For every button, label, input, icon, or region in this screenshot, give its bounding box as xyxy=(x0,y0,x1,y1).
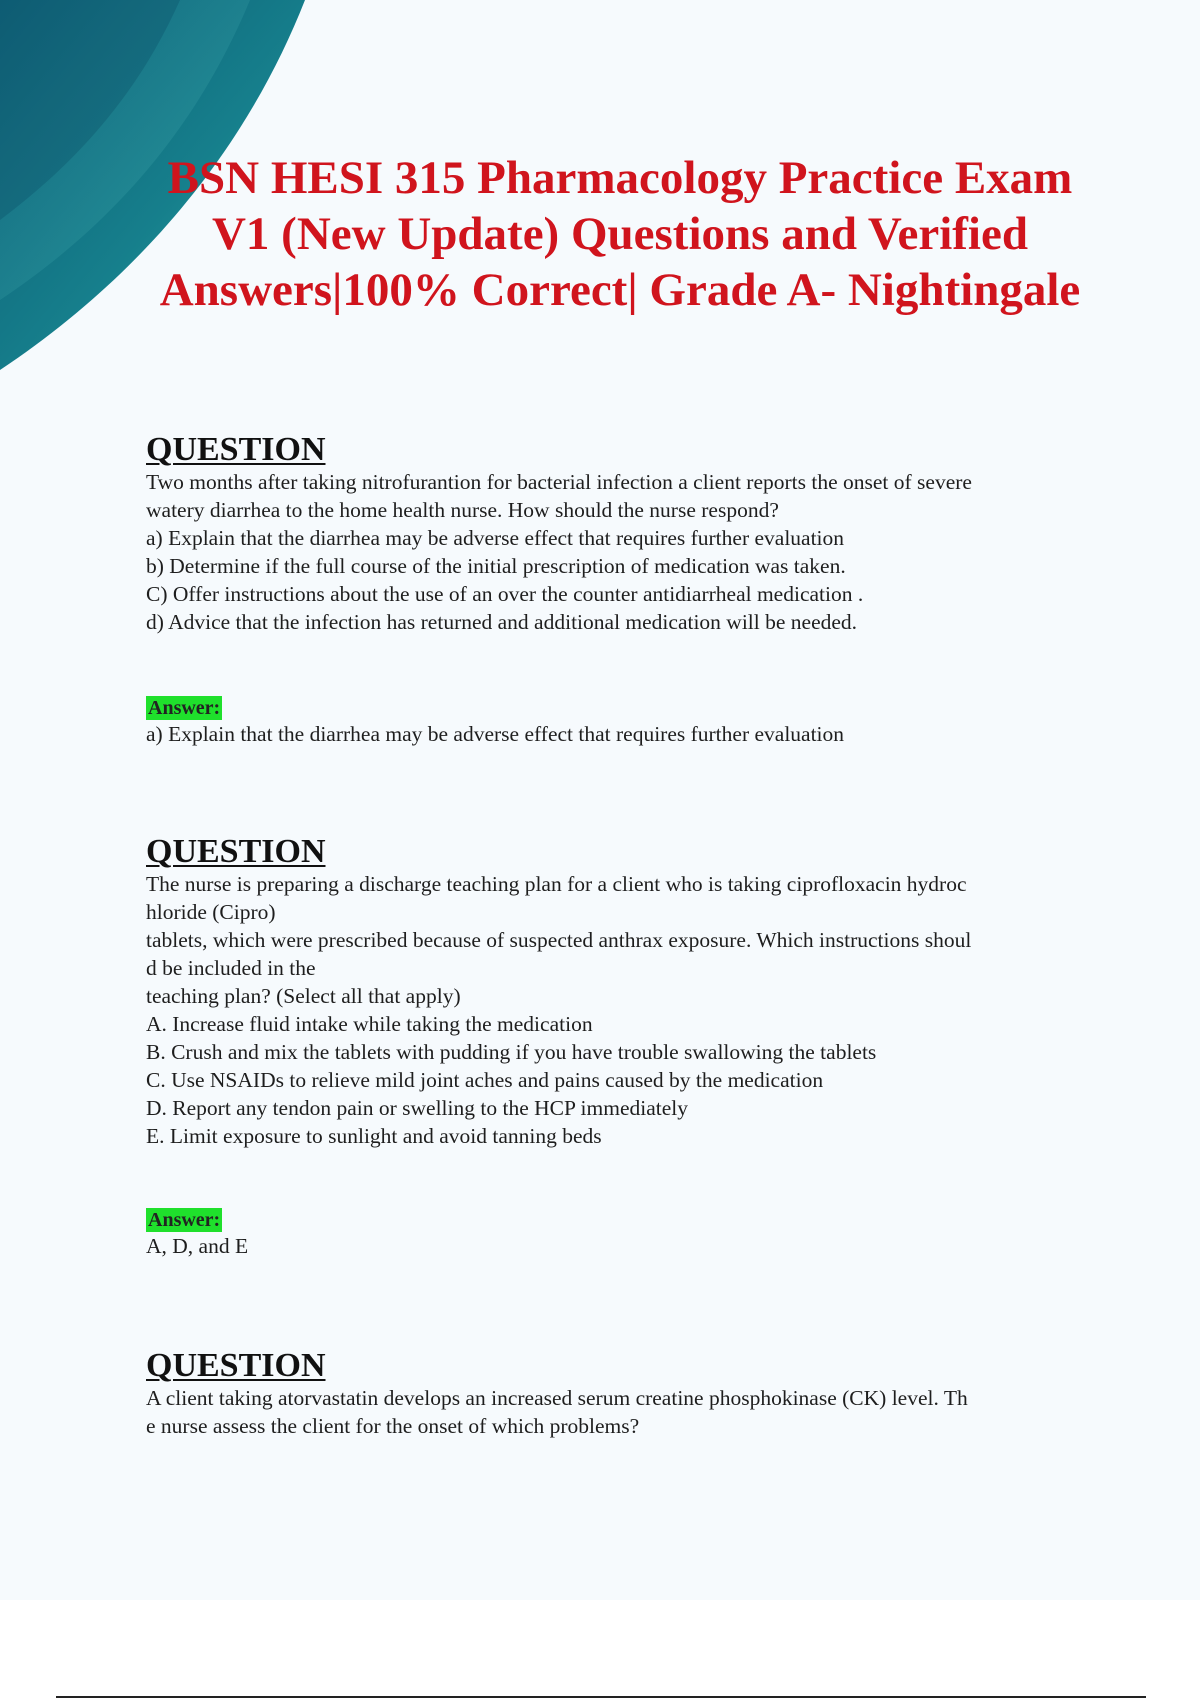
answer-2 xyxy=(146,1208,1086,1260)
question-heading: QUESTION xyxy=(146,1347,326,1384)
answer-label: Answer: xyxy=(148,1209,221,1231)
option-c: C) Offer instructions about the use of an over the counter antidiarrheal medication . xyxy=(146,582,864,606)
answer-text: A, D, and E xyxy=(146,1234,249,1258)
question-text: The nurse is preparing a discharge teaching plan for a client who is taking ciprofloxacin hydroc hloride (Cipro) tablets, which were prescribed because of suspected anthrax exposure. Which instructions shoul d be included in the teaching plan? (Select all that apply) xyxy=(146,872,972,1008)
option-list xyxy=(146,1010,1086,1150)
option-b: b) Determine if the full course of the initial prescription of medication was taken. xyxy=(146,554,846,578)
question-3 xyxy=(146,1348,1086,1440)
document-title: BSN HESI 315 Pharmacology Practice Exam V1 (New Update) Questions and Verified Answers|100% Correct| Grade A- Nightingale xyxy=(159,152,1081,316)
option-d: d) Advice that the infection has returned and additional medication will be needed. xyxy=(146,610,858,634)
answer-text: a) Explain that the diarrhea may be adverse effect that requires further evaluation xyxy=(146,722,845,746)
question-text: Two months after taking nitrofurantion for bacterial infection a client reports the onset of severe watery diarrhea to the home health nurse. How should the nurse respond? xyxy=(146,470,972,522)
question-text: A client taking atorvastatin develops an increased serum creatine phosphokinase (CK) level. Th e nurse assess the client for the onset of which problems? xyxy=(146,1386,968,1438)
question-heading: QUESTION xyxy=(146,833,326,870)
page-bottom-rule xyxy=(56,1696,1146,1698)
answer-label: Answer: xyxy=(148,697,221,719)
answer-1 xyxy=(146,696,1086,748)
option-c: C. Use NSAIDs to relieve mild joint aches and pains caused by the medication xyxy=(146,1068,824,1092)
question-1 xyxy=(146,432,1086,636)
option-a: a) Explain that the diarrhea may be adverse effect that requires further evaluation xyxy=(146,526,845,550)
question-heading: QUESTION xyxy=(146,431,326,468)
option-b: B. Crush and mix the tablets with pudding if you have trouble swallowing the tablets xyxy=(146,1040,877,1064)
option-d: D. Report any tendon pain or swelling to the HCP immediately xyxy=(146,1096,688,1120)
option-e: E. Limit exposure to sunlight and avoid tanning beds xyxy=(146,1124,602,1148)
option-list xyxy=(146,524,1086,636)
question-2 xyxy=(146,834,1086,1150)
option-a: A. Increase fluid intake while taking the medication xyxy=(146,1012,593,1036)
